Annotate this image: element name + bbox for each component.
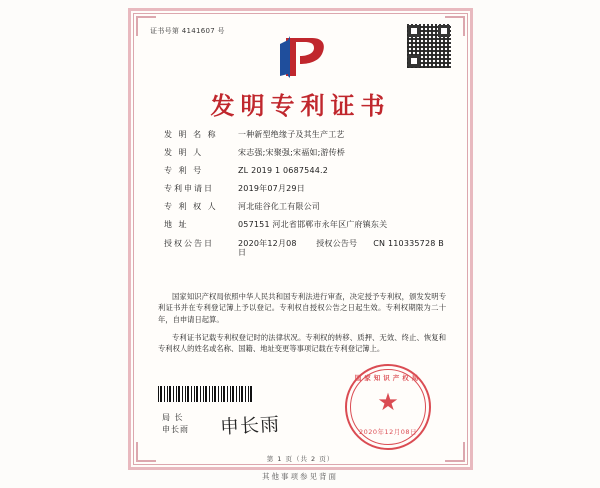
field-label-publication-date: 授权公告日 xyxy=(164,238,214,248)
field-row-publication xyxy=(164,239,444,258)
publication-date-value: 2020年12月08日 xyxy=(238,238,297,258)
field-label: 发 明 名 称 xyxy=(164,130,218,139)
field-value-publication xyxy=(238,239,444,258)
body-paragraph-2: 专利证书记载专利权登记时的法律状况。专利权的转移、质押、无效、终止、恢复和专利权人的姓名或名称、国籍、地址变更等事项记载在专利登记簿上。 xyxy=(158,332,446,354)
page-number: 第 1 页（共 2 页） xyxy=(266,455,335,463)
certificate-fields xyxy=(164,130,444,266)
field-value: 宋志强;宋聚强;宋福如;游传桥 xyxy=(238,148,346,158)
field-value: 河北硅谷化工有限公司 xyxy=(238,202,320,212)
field-label: 发 明 人 xyxy=(164,148,204,158)
seal-organization-text: 国家知识产权局 xyxy=(354,374,422,382)
field-value: 2019年07月29日 xyxy=(238,184,305,194)
field-row-address xyxy=(164,220,444,230)
certificate-title: 发明专利证书 xyxy=(210,91,391,120)
field-row-inventors xyxy=(164,148,444,158)
field-label: 专 利 权 人 xyxy=(164,202,218,212)
handwritten-signature: 申长雨 xyxy=(219,413,281,439)
field-value: 057151 河北省邯郸市永年区广府镇东关 xyxy=(238,220,388,230)
publication-number-value: CN 110335728 B xyxy=(373,238,444,248)
field-row-invention-name xyxy=(164,130,444,140)
field-label: 专 利 号 xyxy=(164,166,204,176)
certificate-body xyxy=(158,291,446,361)
field-row-patentee xyxy=(164,202,444,212)
cnipa-logo-icon xyxy=(266,34,336,80)
signature-name: 申长雨 xyxy=(162,425,189,434)
signature-title: 局 长 xyxy=(162,413,184,422)
signature-label xyxy=(162,412,189,436)
barcode xyxy=(158,386,254,402)
seal-date: 2020年12月08日 xyxy=(358,428,418,436)
field-label: 地 址 xyxy=(164,220,189,230)
star-icon: ★ xyxy=(377,388,399,417)
body-paragraph-1: 国家知识产权局依照中华人民共和国专利法进行审查，决定授予专利权，颁发发明专利证书并在专利登记簿上予以登记。专利权自授权公告之日起生效。专利权期限为二十年，自申请日起算。 xyxy=(158,292,446,324)
field-row-patent-number xyxy=(164,166,444,176)
field-value: ZL 2019 1 0687544.2 xyxy=(238,166,329,176)
qr-code-icon xyxy=(407,24,451,68)
patent-certificate xyxy=(128,8,473,470)
field-label: 专利申请日 xyxy=(164,184,214,194)
qr-finder-bottom-left xyxy=(408,55,420,67)
field-value: 一种新型绝缘子及其生产工艺 xyxy=(238,130,345,139)
document-footer-note: 其他事项参见背面 xyxy=(262,472,338,481)
publication-number-label: 授权公告号 xyxy=(316,238,358,248)
field-row-application-date xyxy=(164,184,444,194)
official-seal xyxy=(345,364,431,450)
certificate-serial-number: 证书号第 4141607 号 xyxy=(150,27,225,35)
